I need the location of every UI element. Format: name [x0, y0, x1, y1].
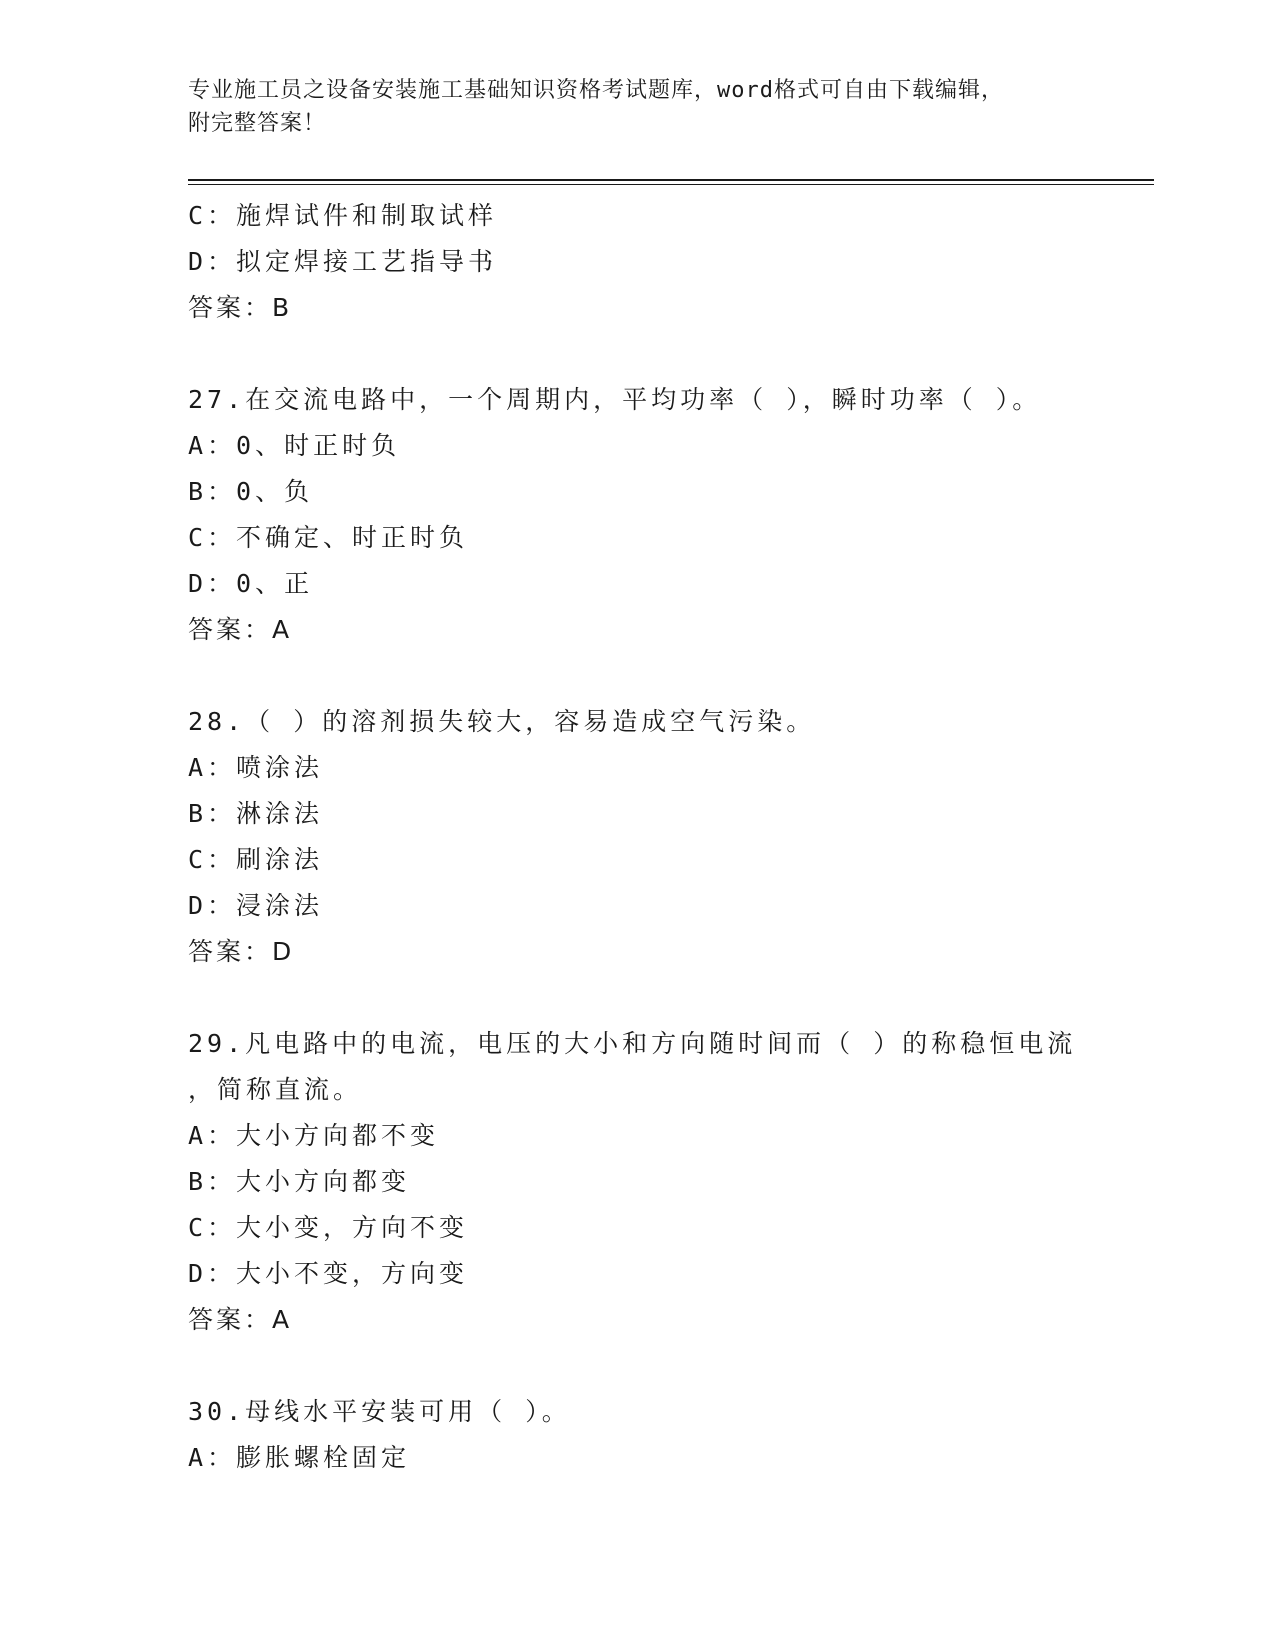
question-27: 27.在交流电路中，一个周期内，平均功率（ ），瞬时功率（ ）。: [188, 385, 1042, 414]
option-d: D：拟定焊接工艺指导书: [188, 247, 498, 276]
option-a: A：大小方向都不变: [188, 1121, 440, 1150]
option-d: D：浸涂法: [188, 891, 324, 920]
question-29-continued: ，简称直流。: [188, 1075, 363, 1104]
option-b: B：淋涂法: [188, 799, 324, 828]
answer-line: 答案：A: [188, 615, 293, 644]
header-line-1: 专业施工员之设备安装施工基础知识资格考试题库，word格式可自由下载编辑，: [188, 78, 1004, 103]
spacer: [188, 975, 1088, 1021]
option-c: C：不确定、时正时负: [188, 523, 469, 552]
option-c: C：施焊试件和制取试样: [188, 201, 498, 230]
answer-line: 答案：A: [188, 1305, 293, 1334]
question-list: [188, 193, 1088, 1481]
header-line-2: 附完整答案！: [188, 111, 327, 136]
answer-line: 答案：D: [188, 937, 295, 966]
document-header: [188, 74, 1088, 140]
option-a: A：0、时正时负: [188, 431, 401, 460]
option-d: D：大小不变，方向变: [188, 1259, 469, 1288]
header-divider-thin: [188, 184, 1154, 185]
answer-line: 答案：B: [188, 293, 293, 322]
option-b: B：大小方向都变: [188, 1167, 411, 1196]
option-a: A：喷涂法: [188, 753, 324, 782]
spacer: [188, 653, 1088, 699]
option-a: A：膨胀螺栓固定: [188, 1443, 411, 1472]
option-c: C：大小变，方向不变: [188, 1213, 469, 1242]
header-divider-thick: [188, 179, 1154, 181]
option-c: C：刷涂法: [188, 845, 324, 874]
question-29: 29.凡电路中的电流，电压的大小和方向随时间而（ ）的称稳恒电流: [188, 1029, 1077, 1058]
spacer: [188, 331, 1088, 377]
question-28: 28.（ ）的溶剂损失较大，容易造成空气污染。: [188, 707, 816, 736]
option-d: D：0、正: [188, 569, 314, 598]
option-b: B：0、负: [188, 477, 314, 506]
spacer: [188, 1343, 1088, 1389]
question-30: 30.母线水平安装可用（ ）。: [188, 1397, 571, 1426]
